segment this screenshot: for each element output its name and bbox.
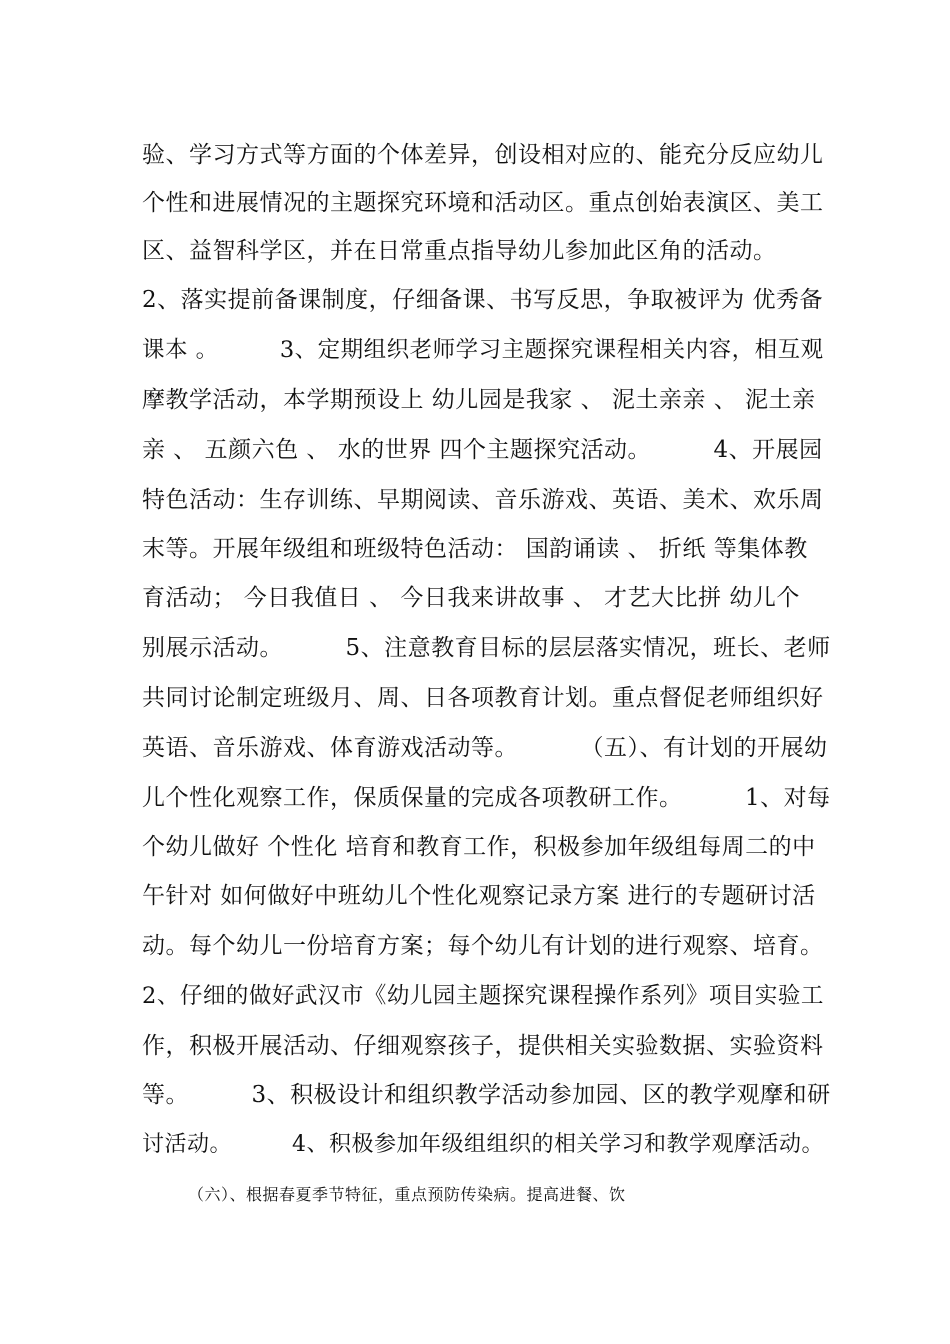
text-line: 摩教学活动，本学期预设上 幼儿园是我家 、 泥土亲亲 、 泥土亲 <box>142 387 816 413</box>
text-line: 别展示活动。 5、注意教育目标的层层落实情况，班长、老师 <box>142 635 831 661</box>
text-line: 个幼儿做好 个性化 培育和教育工作，积极参加年级组每周二的中 <box>142 834 816 860</box>
text-line: 儿个性化观察工作，保质保量的完成各项教研工作。 1、对每 <box>142 785 831 811</box>
text-line: 课本 。 3、定期组织老师学习主题探究课程相关内容，相互观 <box>142 337 824 363</box>
text-line: 特色活动：生存训练、早期阅读、音乐游戏、英语、美术、欢乐周 <box>142 487 824 513</box>
text-line: （六）、根据春夏季节特征，重点预防传染病。提高进餐、饮 <box>188 1185 626 1204</box>
text-line: 动。每个幼儿一份培育方案；每个幼儿有计划的进行观察、培育。 <box>142 933 824 959</box>
text-line: 作，积极开展活动、仔细观察孩子，提供相关实验数据、实验资料 <box>142 1033 824 1059</box>
text-line: 亲 、 五颜六色 、 水的世界 四个主题探究活动。 4、开展园 <box>142 437 823 463</box>
text-line: 验、学习方式等方面的个体差异，创设相对应的、能充分反应幼儿 <box>142 142 824 168</box>
text-line: 讨活动。 4、积极参加年级组组织的相关学习和教学观摩活动。 <box>142 1132 824 1157</box>
text-line: 等。 3、积极设计和组织教学活动参加园、区的教学观摩和研 <box>142 1082 831 1108</box>
text-line: 育活动； 今日我值日 、 今日我来讲故事 、 才艺大比拼 幼儿个 <box>142 585 800 611</box>
text-line: 共同讨论制定班级月、周、日各项教育计划。重点督促老师组织好 <box>142 685 824 711</box>
text-line: 午针对 如何做好中班幼儿个性化观察记录方案 进行的专题研讨活 <box>142 883 816 909</box>
text-line: 末等。开展年级组和班级特色活动： 国韵诵读 、 折纸 等集体教 <box>142 536 808 562</box>
text-line: 英语、音乐游戏、体育游戏活动等。 （五）、有计划的开展幼 <box>142 735 828 761</box>
text-line: 区、益智科学区，并在日常重点指导幼儿参加此区角的活动。 <box>142 238 777 264</box>
text-line: 2、仔细的做好武汉市《幼儿园主题探究课程操作系列》项目实验工 <box>142 983 824 1009</box>
text-line: 个性和进展情况的主题探究环境和活动区。重点创始表演区、美工 <box>142 190 824 216</box>
text-line: 2、落实提前备课制度，仔细备课、书写反思，争取被评为 优秀备 <box>142 287 823 313</box>
